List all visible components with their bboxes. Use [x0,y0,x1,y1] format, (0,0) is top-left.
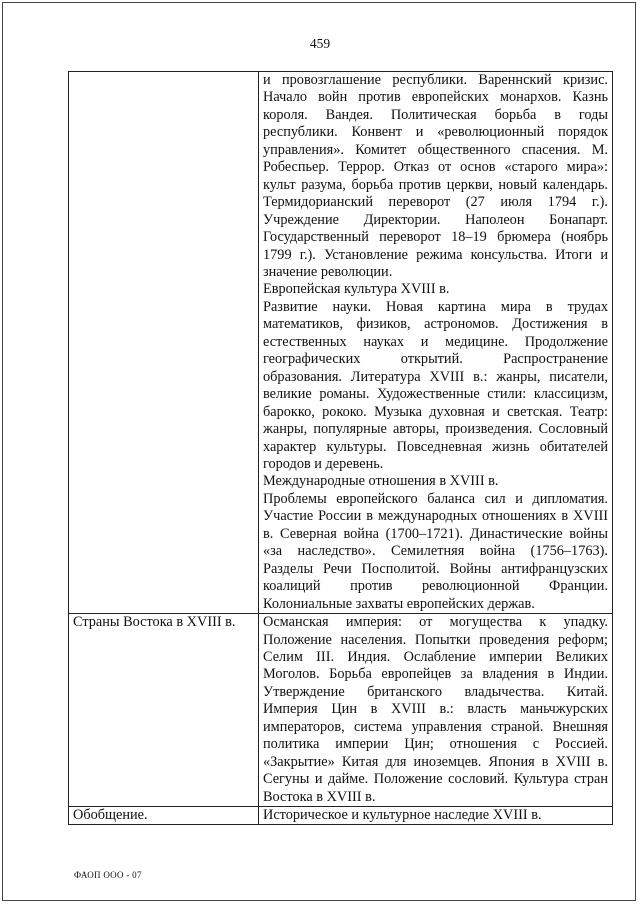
curriculum-table [68,71,613,825]
table-row [69,614,613,807]
page-number: 459 [309,36,331,51]
paragraph-european-culture: Развитие науки. Новая картина мира в трудах математиков, физиков, астрономов. Достижения в естественных науках и медицине. Продолжение географических открытий. Распространение образования. Литература XVIII в.: жанры, писатели, великие романы. Художественные стили: классицизм, барокко, рококо. Музыка духовная и светская. Театр: жанры, популярные авторы, произведения. Сословный характер культуры. Повседневная жизнь обитателей городов и деревень. [263,298,608,472]
table-row [69,72,613,614]
heading-international-relations: Международные отношения в XVIII в. [263,473,499,490]
paragraph-summary: Историческое и культурное наследие XVIII в. [263,807,542,824]
footer-document-code: ФАОП ООО - 07 [74,870,142,880]
paragraph-revolution-events: и провозглашение республики. Вареннский кризис. Начало войн против европейских монархов. Казнь короля. Вандея. Политическая борьба в годы республики. Конвент и «революционный порядок управления». Комитет общественного спасения. М. Робеспьер. Террор. Отказ от основ «старого мира»: культ разума, борьба против церкви, новый календарь. Термидорианский переворот (27 июля 1794 г.). Учреждение Директории. Наполеон Бонапарт. Государственный переворот 18–19 брюмера (ноябрь 1799 г.). Установление режима консульства. Итоги и значение революции. [263,72,608,280]
paragraph-eastern-countries: Османская империя: от могущества к упадку. Положение населения. Попытки проведения реформ; Селим III. Индия. Ослабление империи Великих Моголов. Борьба европейцев за владения в Индии. Утверждение британского владычества. Китай. Империя Цин в XVIII в.: власть маньчжурских императоров, система управления страной. Внешняя политика империи Цин; отношения с Россией. «Закрытие» Китая для иноземцев. Япония в XVIII в. Сегуны и дайме. Положение сословий. Культура стран Востока в XVIII в. [263,614,608,805]
content-cell [259,614,613,807]
topic-cell [69,72,259,614]
content-cell [259,72,613,614]
topic-cell: Обобщение. [69,807,259,825]
heading-european-culture: Европейская культура XVIII в. [263,281,450,298]
table-row [69,807,613,825]
paragraph-international-relations: Проблемы европейского баланса сил и дипломатия. Участие России в международных отношениях в XVIII в. Северная война (1700–1721). Династические войны «за наследство». Семилетняя война (1756–1763). Разделы Речи Посполитой. Войны антифранцузских коалиций против революционной Франции. Колониальные захваты европейских держав. [263,490,608,612]
content-cell [259,807,613,825]
topic-cell: Страны Востока в XVIII в. [69,614,259,807]
